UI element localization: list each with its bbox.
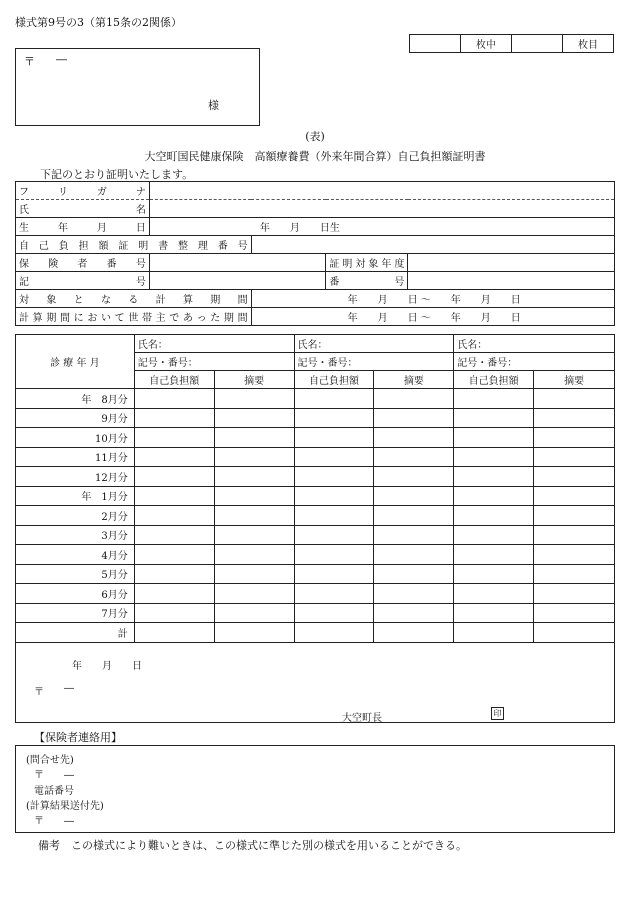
person2-summary-cell[interactable]	[374, 564, 454, 584]
sheet-counter	[409, 34, 614, 53]
person3-amount-cell[interactable]	[454, 545, 534, 565]
footer-postal-dash: ―	[64, 683, 74, 694]
person3-summary-cell[interactable]	[534, 506, 615, 526]
result-postal: 〒 ―	[34, 816, 74, 827]
person2-amount-cell[interactable]	[294, 447, 374, 467]
household-period-label-cell: 計算期間において世帯主であった期間	[16, 308, 252, 326]
person1-symbol-cell[interactable]: 記号・番号：	[134, 353, 294, 371]
result-dest-label: (計算結果送付先)	[26, 801, 104, 812]
person2-amount-cell[interactable]	[294, 408, 374, 428]
symbol-field[interactable]	[149, 272, 326, 290]
intro-text: 下記のとおり証明いたします。	[40, 168, 194, 181]
month-label: 4月分	[16, 545, 135, 565]
person3-amount-cell[interactable]	[454, 447, 534, 467]
person1-amount-cell[interactable]	[134, 603, 214, 623]
person3-summary-cell[interactable]	[534, 389, 615, 409]
col-amount-2: 自己負担額	[294, 371, 374, 389]
person1-amount-cell[interactable]	[134, 506, 214, 526]
person2-summary-cell[interactable]	[374, 623, 454, 643]
month-row	[16, 428, 615, 448]
birth-label-cell: 生年月日	[16, 218, 150, 236]
contact-heading: 【保険者連絡用】	[34, 731, 122, 744]
person3-summary-cell[interactable]	[534, 486, 615, 506]
person3-summary-cell[interactable]	[534, 564, 615, 584]
month-label: 6月分	[16, 584, 135, 604]
seal-icon: 印	[491, 707, 504, 720]
person3-symbol-cell[interactable]: 記号・番号：	[454, 353, 615, 371]
person1-amount-cell[interactable]	[134, 525, 214, 545]
person1-amount-cell[interactable]	[134, 389, 214, 409]
person3-summary-cell[interactable]	[534, 603, 615, 623]
address-box[interactable]	[15, 48, 260, 126]
person2-amount-cell[interactable]	[294, 564, 374, 584]
person2-summary-cell[interactable]	[374, 467, 454, 487]
month-row	[16, 623, 615, 643]
person1-amount-cell[interactable]	[134, 447, 214, 467]
person2-amount-cell[interactable]	[294, 525, 374, 545]
furigana-field[interactable]	[149, 182, 614, 200]
insurer-number-field[interactable]	[149, 254, 326, 272]
phone-label: 電話番号	[34, 786, 74, 797]
month-header: 診 療 年 月	[16, 335, 135, 389]
month-label: 7月分	[16, 603, 135, 623]
inquiry-postal: 〒 ―	[34, 770, 74, 781]
person2-symbol-cell[interactable]: 記号・番号：	[294, 353, 454, 371]
month-row	[16, 545, 615, 565]
insurer-number-label-cell: 保険者番号	[16, 254, 150, 272]
person1-amount-cell[interactable]	[134, 486, 214, 506]
person1-summary-cell[interactable]	[214, 486, 294, 506]
symbol-label-cell: 記号	[16, 272, 150, 290]
person2-amount-cell[interactable]	[294, 389, 374, 409]
postal-dash: ―	[56, 53, 67, 66]
person1-name-cell[interactable]: 氏名：	[134, 335, 294, 353]
person2-amount-cell[interactable]	[294, 467, 374, 487]
person2-summary-cell[interactable]	[374, 389, 454, 409]
person3-amount-cell[interactable]	[454, 486, 534, 506]
person3-amount-cell[interactable]	[454, 428, 534, 448]
cert-date[interactable]: 年 月 日	[72, 661, 142, 672]
month-row	[16, 584, 615, 604]
col-amount-1: 自己負担額	[134, 371, 214, 389]
person3-summary-cell[interactable]	[534, 408, 615, 428]
monthly-amount-table	[15, 334, 615, 643]
furigana-label-cell: フ リ ガ ナ	[16, 182, 150, 200]
person1-summary-cell[interactable]	[214, 525, 294, 545]
sheet-num-label: 枚目	[563, 35, 614, 53]
person2-amount-cell[interactable]	[294, 545, 374, 565]
sheet-of-label: 枚中	[461, 35, 512, 53]
month-label: 12月分	[16, 467, 135, 487]
person1-amount-cell[interactable]	[134, 564, 214, 584]
month-rows	[16, 389, 615, 643]
person3-summary-cell[interactable]	[534, 428, 615, 448]
month-label: 年 8月分	[16, 389, 135, 409]
person3-name-cell[interactable]: 氏名：	[454, 335, 615, 353]
person3-amount-cell[interactable]	[454, 623, 534, 643]
person3-amount-cell[interactable]	[454, 564, 534, 584]
page-title: 大空町国民健康保険 高額療養費（外来年間合算）自己負担額証明書	[144, 150, 486, 163]
month-row	[16, 486, 615, 506]
number-label-cell: 番号	[326, 272, 408, 290]
person2-amount-cell[interactable]	[294, 603, 374, 623]
calc-period-field[interactable]: 年 月 日 ～ 年 月 日	[251, 290, 614, 308]
person1-summary-cell[interactable]	[214, 506, 294, 526]
person2-summary-cell[interactable]	[374, 545, 454, 565]
person3-summary-cell[interactable]	[534, 525, 615, 545]
month-label: 計	[16, 623, 135, 643]
month-label: 11月分	[16, 447, 135, 467]
month-row	[16, 389, 615, 409]
person2-summary-cell[interactable]	[374, 506, 454, 526]
month-row	[16, 506, 615, 526]
person2-summary-cell[interactable]	[374, 486, 454, 506]
person2-amount-cell[interactable]	[294, 623, 374, 643]
cert-number-field[interactable]	[251, 236, 614, 254]
person1-summary-cell[interactable]	[214, 623, 294, 643]
person2-summary-cell[interactable]	[374, 584, 454, 604]
person3-amount-cell[interactable]	[454, 603, 534, 623]
person3-summary-cell[interactable]	[534, 545, 615, 565]
inquiry-label: (問合せ先)	[26, 755, 74, 766]
name-label-cell: 氏名	[16, 200, 150, 218]
cert-year-label-cell: 証明対象年度	[326, 254, 408, 272]
person2-summary-cell[interactable]	[374, 428, 454, 448]
note: 備考 この様式により難いときは、この様式に準じた別の様式を用いることができる。	[38, 839, 467, 852]
person1-amount-cell[interactable]	[134, 428, 214, 448]
person3-amount-cell[interactable]	[454, 525, 534, 545]
person1-summary-cell[interactable]	[214, 389, 294, 409]
month-row	[16, 525, 615, 545]
col-summary-2: 摘要	[374, 371, 454, 389]
person2-name-cell[interactable]: 氏名：	[294, 335, 454, 353]
person2-amount-cell[interactable]	[294, 428, 374, 448]
person1-summary-cell[interactable]	[214, 447, 294, 467]
person1-summary-cell[interactable]	[214, 584, 294, 604]
person1-summary-cell[interactable]	[214, 564, 294, 584]
col-summary-1: 摘要	[214, 371, 294, 389]
month-label: 2月分	[16, 506, 135, 526]
person3-amount-cell[interactable]	[454, 584, 534, 604]
month-label: 3月分	[16, 525, 135, 545]
person3-amount-cell[interactable]	[454, 506, 534, 526]
household-period-field[interactable]: 年 月 日 ～ 年 月 日	[251, 308, 614, 326]
footer-postal-mark: 〒	[34, 687, 44, 698]
month-label: 10月分	[16, 428, 135, 448]
contact-box[interactable]	[15, 745, 615, 833]
person3-summary-cell[interactable]	[534, 467, 615, 487]
person1-amount-cell[interactable]	[134, 467, 214, 487]
person2-summary-cell[interactable]	[374, 408, 454, 428]
person1-amount-cell[interactable]	[134, 584, 214, 604]
birth-field[interactable]: 年 月 日生	[149, 218, 614, 236]
postal-mark: 〒	[24, 55, 35, 68]
person3-amount-cell[interactable]	[454, 467, 534, 487]
person1-amount-cell[interactable]	[134, 545, 214, 565]
person1-summary-cell[interactable]	[214, 603, 294, 623]
form-number: 様式第9号の3（第15条の2関係）	[15, 16, 182, 29]
sheet-current-cell[interactable]	[512, 35, 563, 53]
person2-summary-cell[interactable]	[374, 603, 454, 623]
mayor-label: 大空町長	[342, 713, 382, 724]
person3-summary-cell[interactable]	[534, 447, 615, 467]
person3-amount-cell[interactable]	[454, 408, 534, 428]
person1-summary-cell[interactable]	[214, 428, 294, 448]
calc-period-label-cell: 対象となる計算期間	[16, 290, 252, 308]
month-row	[16, 408, 615, 428]
person3-amount-cell[interactable]	[454, 389, 534, 409]
person2-amount-cell[interactable]	[294, 506, 374, 526]
person1-summary-cell[interactable]	[214, 408, 294, 428]
person1-summary-cell[interactable]	[214, 467, 294, 487]
cert-number-label-cell: 自己負担額証明書整理番号	[16, 236, 252, 254]
month-row	[16, 467, 615, 487]
person2-amount-cell[interactable]	[294, 584, 374, 604]
front-label: (表)	[305, 130, 325, 143]
person1-amount-cell[interactable]	[134, 623, 214, 643]
month-row	[16, 603, 615, 623]
month-row	[16, 447, 615, 467]
month-row	[16, 564, 615, 584]
col-summary-3: 摘要	[534, 371, 615, 389]
person3-summary-cell[interactable]	[534, 623, 615, 643]
person-info-table	[15, 181, 615, 326]
person1-summary-cell[interactable]	[214, 545, 294, 565]
certification-box	[15, 643, 615, 723]
person3-summary-cell[interactable]	[534, 584, 615, 604]
name-field[interactable]	[149, 200, 614, 218]
col-amount-3: 自己負担額	[454, 371, 534, 389]
number-field[interactable]	[408, 272, 615, 290]
sheet-total-cell[interactable]	[410, 35, 461, 53]
honorific: 様	[208, 99, 219, 112]
month-label: 5月分	[16, 564, 135, 584]
person1-amount-cell[interactable]	[134, 408, 214, 428]
person2-summary-cell[interactable]	[374, 525, 454, 545]
month-label: 9月分	[16, 408, 135, 428]
person2-summary-cell[interactable]	[374, 447, 454, 467]
person2-amount-cell[interactable]	[294, 486, 374, 506]
month-label: 年 1月分	[16, 486, 135, 506]
cert-year-field[interactable]	[408, 254, 615, 272]
